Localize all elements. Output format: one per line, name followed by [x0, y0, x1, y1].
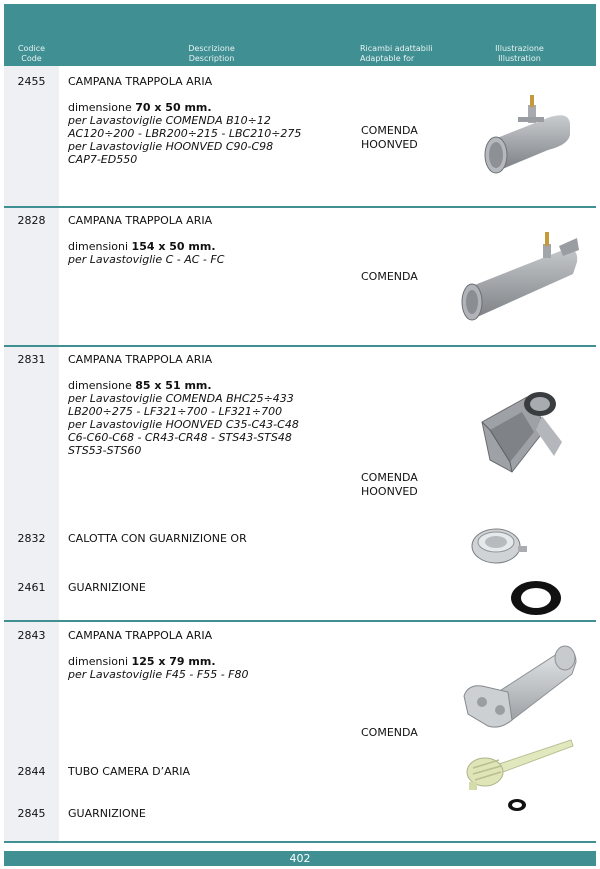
- cap-with-or-gasket-illustration: [468, 522, 528, 570]
- item-code: 2831: [17, 353, 46, 366]
- row-divider: [4, 620, 596, 622]
- item-adaptable: COMENDA: [361, 726, 418, 739]
- table-header: [4, 41, 596, 66]
- item-description: [68, 353, 353, 457]
- item-description: [68, 532, 353, 545]
- header-adaptable: Ricambi adattabili Adaptable for: [360, 44, 433, 63]
- item-title: CAMPANA TRAPPOLA ARIA: [68, 353, 213, 366]
- item-code: 2832: [17, 532, 46, 545]
- item-title: CALOTTA CON GUARNIZIONE OR: [68, 532, 247, 545]
- item-description: [68, 581, 353, 594]
- item-title: GUARNIZIONE: [68, 581, 146, 594]
- item-title: GUARNIZIONE: [68, 807, 146, 820]
- air-trap-bell-tube-illustration: [460, 640, 580, 732]
- item-note: per Lavastoviglie HOONVED C35-C43-C48: [68, 418, 299, 431]
- code-column-bg: [4, 66, 59, 841]
- small-gasket-illustration: [506, 797, 528, 813]
- item-code: 2843: [17, 629, 46, 642]
- item-adaptable: COMENDA HOONVED: [361, 124, 418, 151]
- item-note: per Lavastoviglie HOONVED C90-C98: [68, 140, 274, 153]
- item-description: [68, 765, 353, 778]
- air-trap-bell-long-illustration: [455, 230, 585, 325]
- row-divider: [4, 206, 596, 208]
- item-description: [68, 75, 353, 166]
- air-trap-bell-block-illustration: [472, 382, 572, 482]
- header-code: Codice Code: [17, 44, 46, 63]
- item-title: CAMPANA TRAPPOLA ARIA: [68, 214, 213, 227]
- item-code: 2828: [17, 214, 46, 227]
- item-note: per Lavastoviglie COMENDA B10÷12: [68, 114, 271, 127]
- air-chamber-tube-illustration: [463, 738, 575, 792]
- item-dimension: dimensioni 154 x 50 mm.: [68, 240, 216, 253]
- item-adaptable: COMENDA: [361, 270, 418, 283]
- item-note: per Lavastoviglie C - AC - FC: [68, 253, 225, 266]
- item-description: [68, 214, 353, 266]
- top-banner: [4, 4, 596, 41]
- item-code: 2455: [17, 75, 46, 88]
- row-divider: [4, 345, 596, 347]
- row-divider: [4, 841, 596, 843]
- page-number: 402: [4, 851, 596, 866]
- item-adaptable: COMENDA HOONVED: [361, 471, 418, 498]
- item-title: CAMPANA TRAPPOLA ARIA: [68, 75, 213, 88]
- item-description: [68, 807, 353, 820]
- item-note: CAP7-ED550: [68, 153, 138, 166]
- item-note: LB200÷275 - LF321÷700 - LF321÷700: [68, 405, 283, 418]
- header-illustration: Illustrazione Illustration: [495, 44, 544, 63]
- item-dimension: dimensione 85 x 51 mm.: [68, 379, 212, 392]
- item-description: [68, 629, 353, 681]
- gasket-illustration: [508, 578, 564, 618]
- item-note: per Lavastoviglie F45 - F55 - F80: [68, 668, 249, 681]
- item-code: 2461: [17, 581, 46, 594]
- item-note: AC120÷200 - LBR200÷215 - LBC210÷275: [68, 127, 302, 140]
- item-note: STS53-STS60: [68, 444, 142, 457]
- item-code: 2844: [17, 765, 46, 778]
- item-code: 2845: [17, 807, 46, 820]
- item-title: TUBO CAMERA D’ARIA: [68, 765, 191, 778]
- item-note: C6-C60-C68 - CR43-CR48 - STS43-STS48: [68, 431, 292, 444]
- item-dimension: dimensione 70 x 50 mm.: [68, 101, 212, 114]
- header-description: Descrizione Description: [188, 44, 235, 63]
- item-dimension: dimensioni 125 x 79 mm.: [68, 655, 216, 668]
- air-trap-bell-illustration: [478, 95, 578, 185]
- item-note: per Lavastoviglie COMENDA BHC25÷433: [68, 392, 294, 405]
- item-title: CAMPANA TRAPPOLA ARIA: [68, 629, 213, 642]
